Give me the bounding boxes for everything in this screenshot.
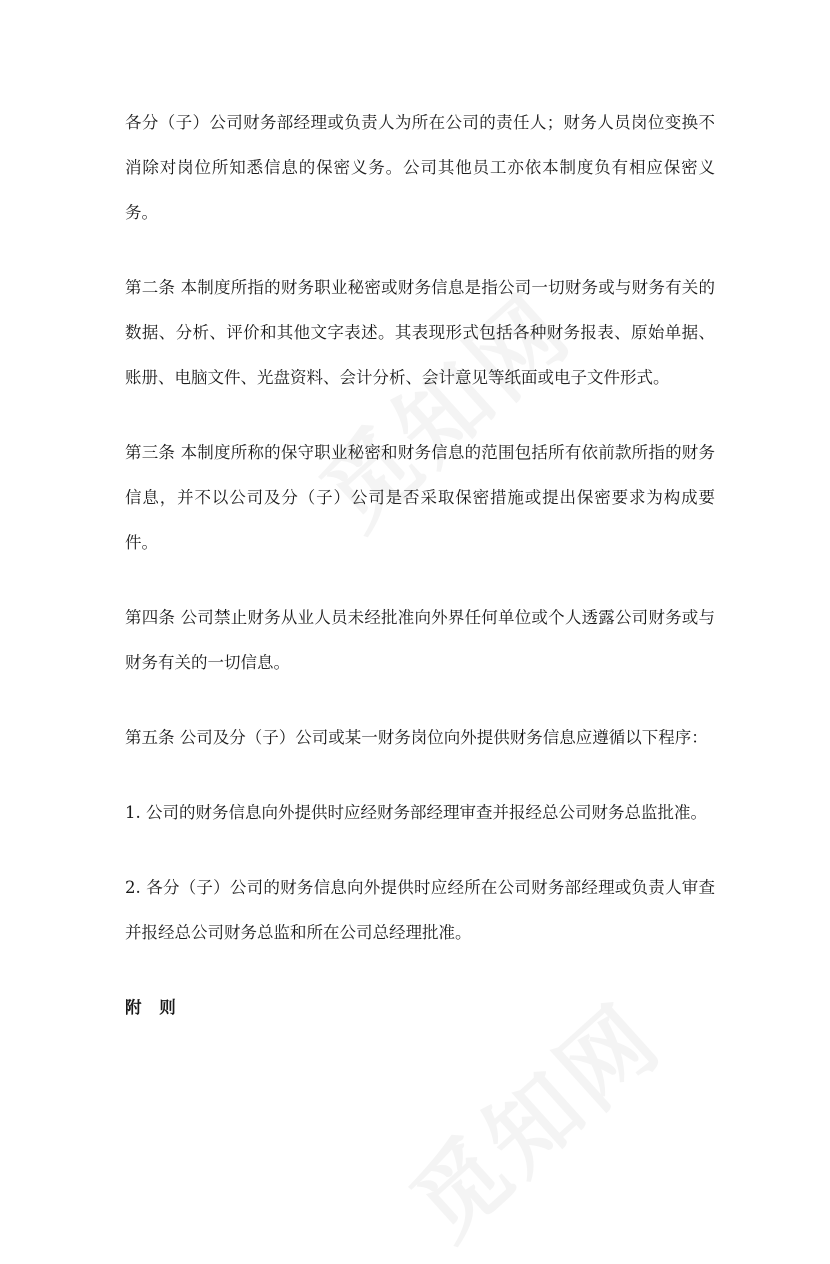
document-page	[125, 100, 715, 1030]
section-heading: 附 则	[125, 998, 182, 1017]
paragraph-article-2: 第二条 本制度所指的财务职业秘密或财务信息是指公司一切财务或与财务有关的数据、分析、评价和其他文字表述。其表现形式包括各种财务报表、原始单据、账册、电脑文件、光盘资料、会计分析、会计意见等纸面或电子文件形式。	[125, 278, 715, 387]
paragraph-item-1: 1. 公司的财务信息向外提供时应经财务部经理审查并报经总公司财务总监批准。	[125, 803, 707, 822]
paragraph-article-5: 第五条 公司及分（子）公司或某一财务岗位向外提供财务信息应遵循以下程序：	[125, 728, 708, 747]
paragraph-article-3: 第三条 本制度所称的保守职业秘密和财务信息的范围包括所有依前款所指的财务信息，并不以公司及分（子）公司是否采取保密措施或提出保密要求为构成要件。	[125, 443, 715, 552]
paragraph-article-4: 第四条 公司禁止财务从业人员未经批准向外界任何单位或个人透露公司财务或与财务有关的一切信息。	[125, 608, 715, 672]
paragraph-responsibility: 各分（子）公司财务部经理或负责人为所在公司的责任人；财务人员岗位变换不消除对岗位所知悉信息的保密义务。公司其他员工亦依本制度负有相应保密义务。	[125, 113, 715, 222]
paragraph-item-2: 2. 各分（子）公司的财务信息向外提供时应经所在公司财务部经理或负责人审查并报经总公司财务总监和所在公司总经理批准。	[125, 878, 715, 942]
